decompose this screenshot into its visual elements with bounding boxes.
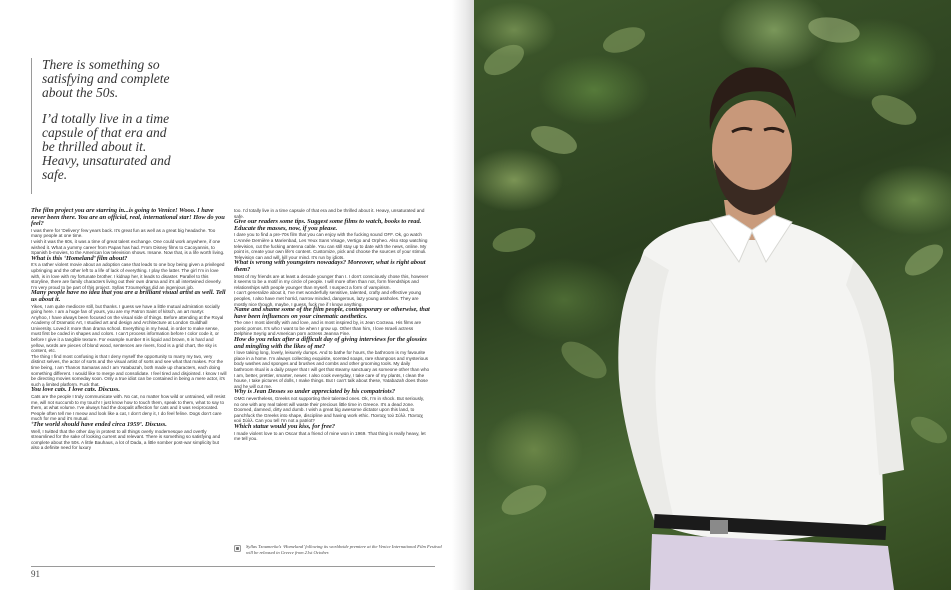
interview-question: What is wrong with youngsters nowadays? Moreover, what is right about them?	[234, 259, 426, 273]
interview-answer: Well, I twitted that the other day in protest to all things overly modernesque and overtly streamlined for the sake of looking current and relevant. There is something so satisfying and complete about the 50s. A little Bauhaus, a lot of Dada, a little somber post-war simplicity but also a definite need for luxury	[31, 428, 221, 451]
interview-question: Give our readers some tips. Suggest some films to watch, books to read. Educate the masses, now, if you please.	[234, 218, 422, 232]
interview-answer: Yikes, I am quite mediocre still, but thanks. I guess we have a little mutual admiration socially going here. I am a huge fan of yours, you are my Patron Saint of kitsch, an art martyr.	[31, 303, 220, 315]
interview-answer: It’s a rather violent movie about an adoption case that leads to one boy being given a privileged upbringing and the other left to a life of lack of everything. I play the latter. The girl I’m in love with, is in love with my fortunate brother. I kidnap her, it leads to disaster. Parallel to this storyline, there are family characters living out their own drama and it’s all intertwined cleverly. I’m very proud to be part of this project. Syllas Tzoumerkas did an ingenious job.	[31, 262, 225, 290]
interview-answer: OMG nevertheless, Greeks not supporting their talented ones. Ok, I’m in shock. But seriously, no one with any real talent will waste their precious little time in Greece. It’s a dead zone. Doomed, damned, dirty and dumb. I wish a great big awesome dictator upon this land, to panchfuck the Greeks into shape, discipline and having work ethic. Πανταχ τού Σύλλ. Πανταχ κού Σύλλ. Can you tell I’m not a patriot?	[234, 396, 425, 424]
interview-answer: I love taking long, lovely, leisurely dumps. And to bathe for hours, the bathroom is my favourite place in a home. I’m always collecting exquisite, scented soaps, rare shampoos and mysterious body washes and sponges and brushes and combs and other grooming tools. My daily bathroom ritual is a daily prayer that I will get that steamy sanctuary as someone other than who I am, better, prettier, smarter, newer. I also cook everyday, I take care of my plants, I clean the house, I take pictures of dolls, I make things. But I can’t talk about these, Yatabazah does those and he will cut me.	[234, 350, 430, 389]
interview-question: The film project you are starring in...is going to Venice! Wooo. I have never been there. You are an official, real, international star! How do you feel?	[31, 207, 225, 228]
pull-quote-line: I’d totally live in a time capsule of that era and be thrilled about it. Heavy, unsaturated and safe.	[42, 111, 171, 182]
interview-answer: I wish it was the 60s, it was a time of great talent exchange. One could work anywhere, if one wished it. What a yummy career from Papas has had. From Disney films to Cacoyannis, to Spanish b-movies, to the American low television shows. Insane. Now that, is a life worth living.	[31, 238, 225, 256]
left-page	[0, 0, 468, 590]
portrait-photo	[474, 0, 951, 590]
interview-question: Many people have no idea that you are a brilliant visual artist as well. Tell us about it.	[31, 289, 226, 303]
trousers	[650, 534, 894, 590]
belt-buckle	[710, 520, 728, 534]
page-number: 91	[31, 569, 40, 579]
footer-rule	[31, 566, 435, 567]
interview-answer: Cats are the people I truly communicate with. No cat, no matter how wild or untrained, will resist me, will not succumb to my touch! I just know how to touch them, speak to them, what to say to them, at what volume. I’ve always had the doopalit affection for cats and it was reciprocated. People often tell me I meow and look like a cat, I don’t deny it, I do feel feline. Dogs don’t care much for me and it’s mutual.	[31, 394, 226, 422]
interview-answer: too. I’d totally live in a time capsule of that era and be thrilled about it. Heavy, unsaturated and safe.	[234, 208, 425, 219]
interview-answer: I was there for ‘Delivery’ few years back. It’s great fun as well as a great big headache. Too many people at one time.	[31, 227, 216, 239]
photo-caption	[234, 544, 446, 555]
pull-quote	[31, 58, 182, 194]
interview-question: What is this ‘Homeland’ film about?	[31, 254, 128, 262]
interview-question: Name and shame some of the film people, contemporary or otherwise, that have been influences on your cinematic aesthetics.	[234, 306, 430, 320]
interview-question: Why is Jean Desses so under appreciated by his compatriots?	[234, 388, 396, 396]
interview-answer: The one I most identify with and love, and is most inspired by, is Jean Cocteau. His films are poetic pornos. It’s who I want to be when I grow up. Other than him, I love Israeli actress Delphine Seyrig and American porn actress Jeanna Fine.	[234, 320, 422, 337]
man-portrait-illustration	[474, 0, 951, 590]
interview-answer: I made violent love to an Oscar that a friend of mine won in 1969. That thing is really heavy, let me tell you.	[234, 430, 426, 442]
text-column-1	[31, 208, 227, 451]
interview-question: Which statue would you kiss, for free?	[234, 422, 336, 430]
caption-marker-icon	[234, 545, 241, 552]
interview-answer: Anyhoo, I have always been focused on the visual side of things. Before attending at the Royal Academy of Dramatic Art, I studied art and design and Architecture at London Guildhall University. Loved it more than drama school. Everything in my head, in order to make sense, must first be coded in shapes and colors. I can’t process information before I color code it, or before I give it a tangible texture. For example number 8 is liquid and brown, 6 is hard and yellow, words are pieces of blond wood, sentences are rivers, food is a grid chart, the sky is content, etc.	[31, 314, 224, 354]
pull-quote-line: There is something so satisfying and complete about the 50s.	[42, 57, 170, 100]
text-column-2	[234, 208, 430, 442]
interview-answer: Most of my friends are at least a decade younger than I. I don’t consciously chose this, however it seems to be a motif in my circle of people. I will more often than not, form friendships and relationships with people younger than myself. I suspect a form of vampirism.	[234, 273, 429, 290]
interview-answer: The thing I find most confusing is that I deny myself the opportunity to marry my two, very distinct selves, the actor of sorts and the visual artist of sorts and see what that makes. For the time being, I am Thanos Samaras and I am Yatabazah, both made up characters, each doing something different. I would like to merge and consolidate. I feel tired and disjointed. I know I will be directing movies someday soon. Only a true idiot can be contained in being a mere actor, it’s such a limited platform. Fuck that.	[31, 353, 227, 387]
interview-answer: I dare you to find a pre-70s film that you can enjoy with the fucking sound OFF. Ok, go watch L’Année Dernière a Marienbad, Les Yeux Sans Visage, Vertigo and Orpheo. Also stop watching television, cut the fucking antenna cable. You can still stay up to date with the news, online. My point is, create your own life’s content. Customize, pick and choose the sources of your stimuli. Television can and will, kill your mind. It’s run by idiots.	[234, 232, 428, 260]
interview-question: How do you relax after a difficult day of giving interviews for the glossies and mingling with the likes of me?	[234, 336, 427, 350]
caption-text: Syllas Tzoumerka’s ‘Homeland’ following its worldwide premiere at the Venice International Film Festival will be released in Greece from 21st October.	[246, 544, 442, 555]
interview-question: You love cats. I love cats. Discuss.	[31, 386, 120, 394]
interview-question: ‘The world should have ended circa 1959’. Discuss.	[31, 420, 167, 428]
page-gutter	[452, 0, 474, 590]
interview-answer: I can’t generalize about it, I’ve met wonderfully sensitive, talented, crafty and effective young peoples, I also have met horrid, narrow minded, dangerous, lazy young assholes. They are mostly nice though, maybe, I guess, fuck me if I know anything.	[234, 290, 422, 307]
